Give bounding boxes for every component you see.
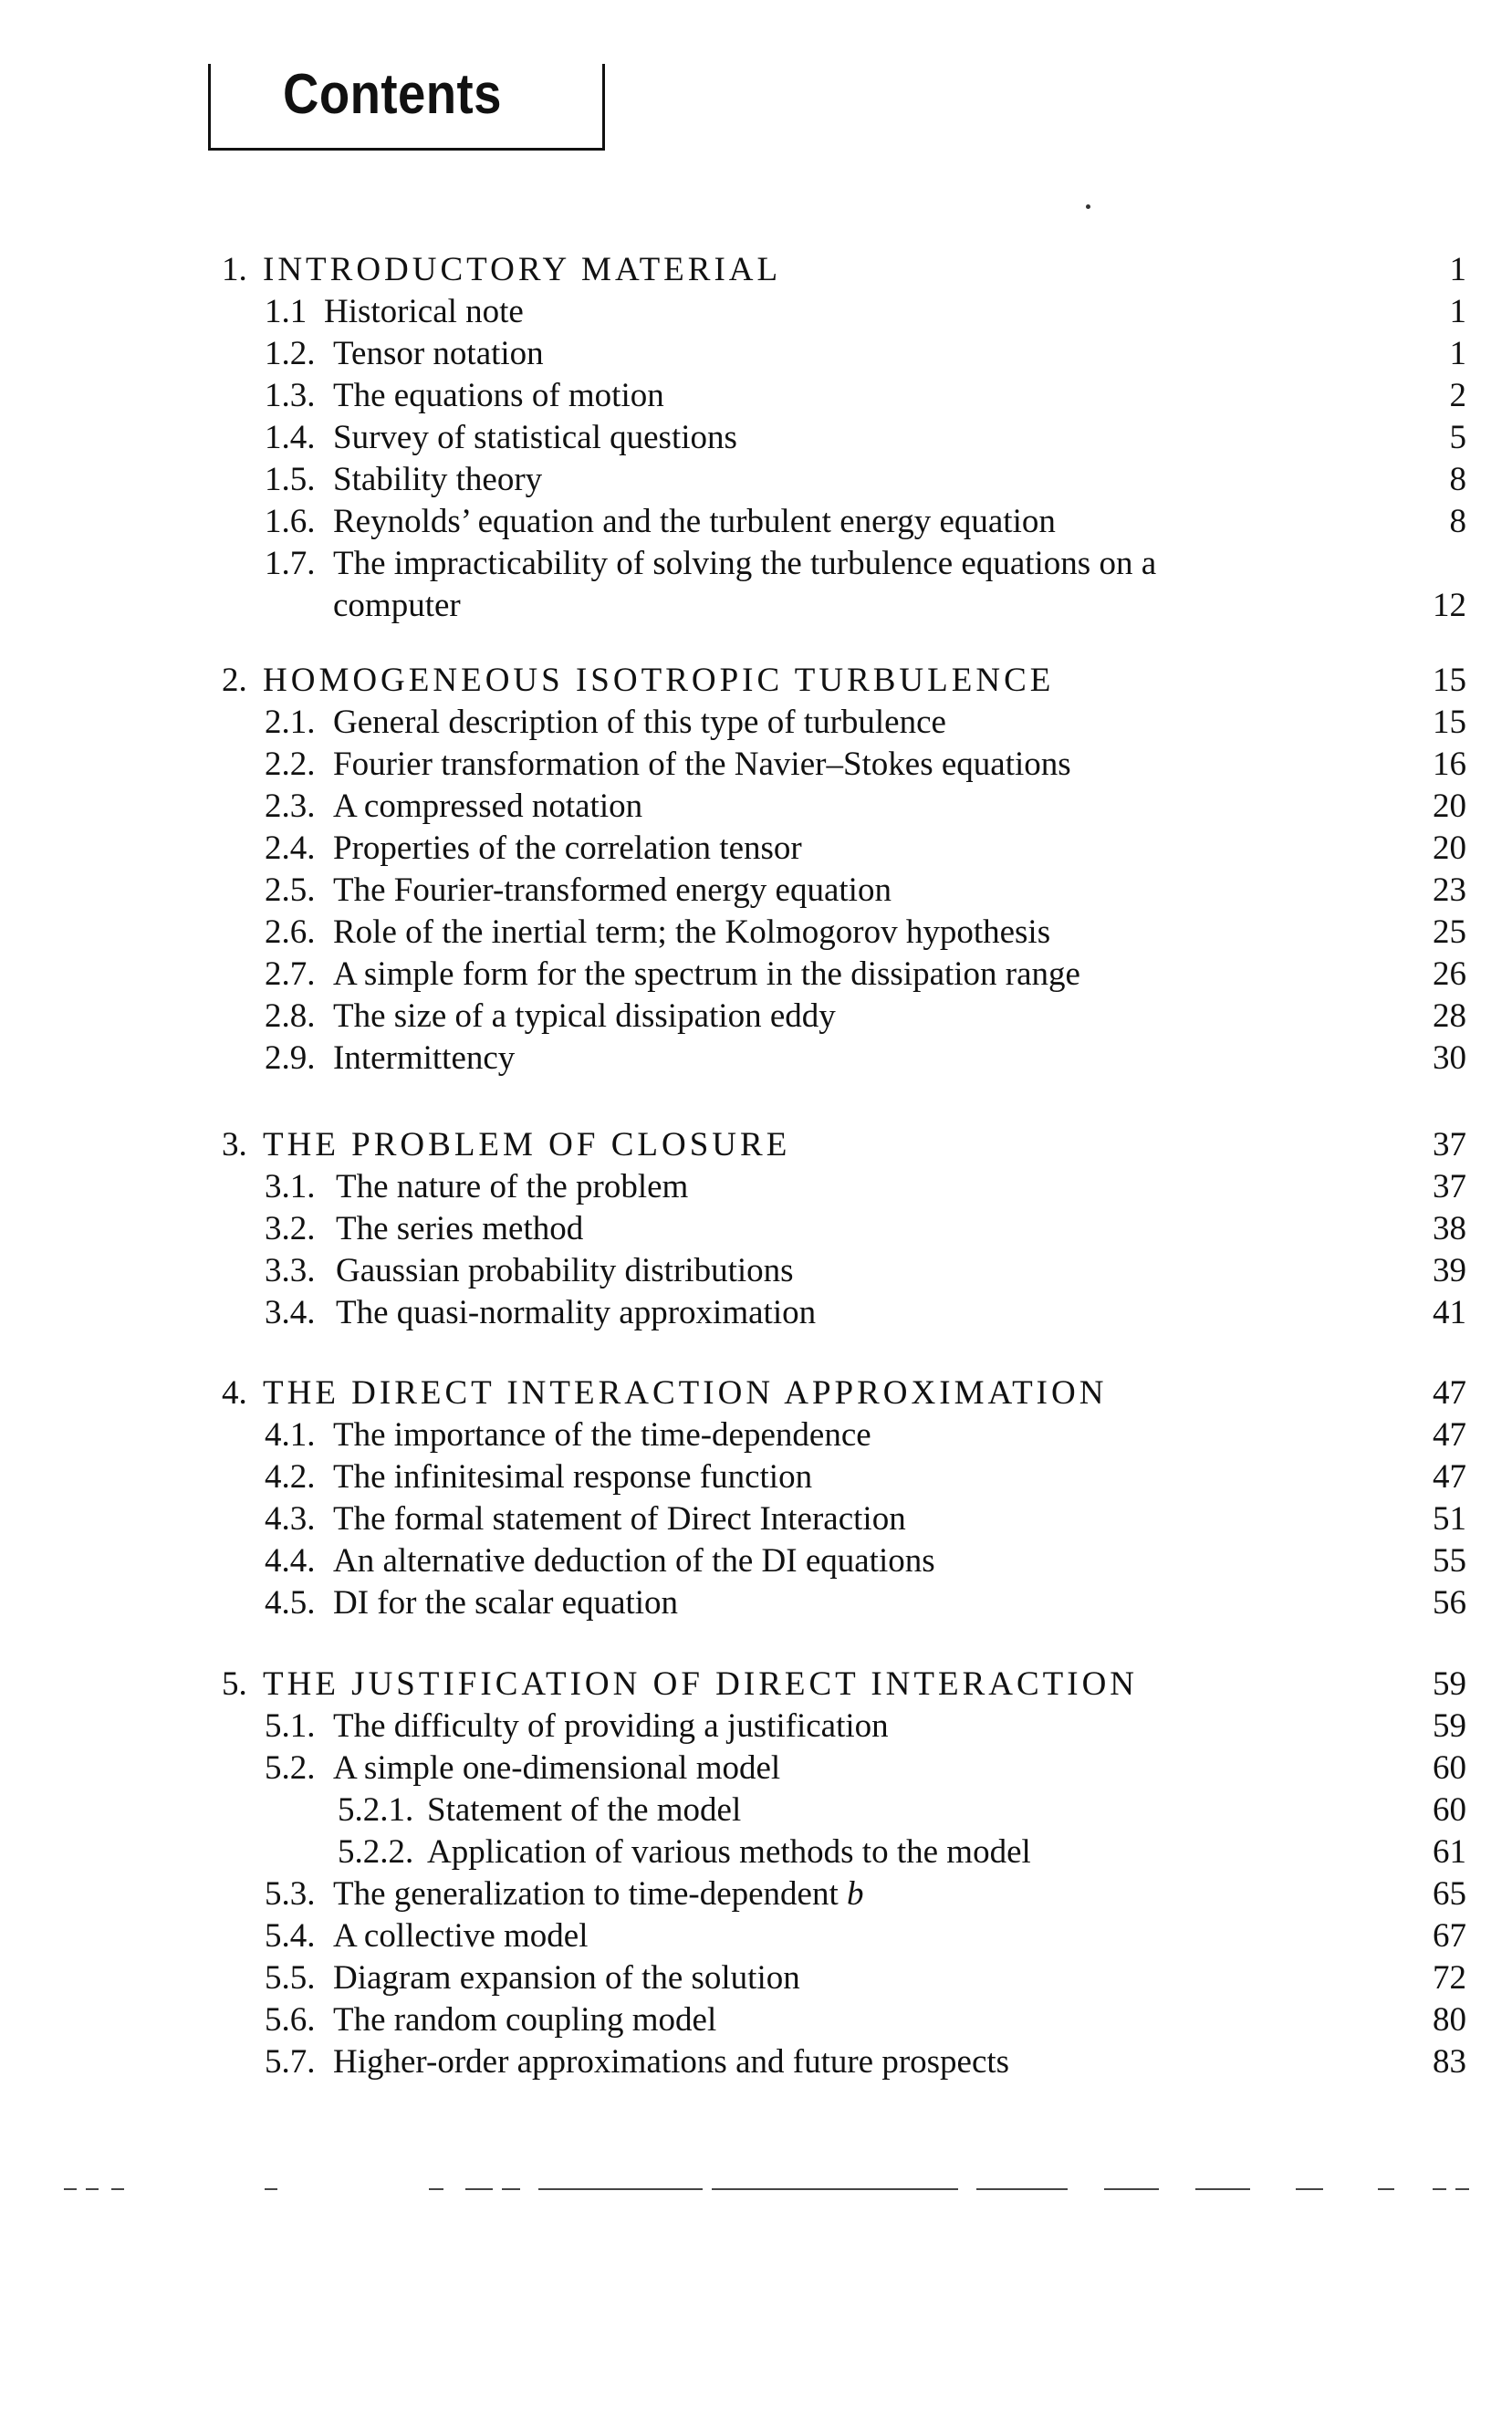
page-number: 26 (1433, 955, 1466, 993)
section-entry[interactable] (0, 1208, 1512, 1250)
section-entry[interactable] (0, 828, 1512, 870)
section-title: A simple one-dimensional model (333, 1749, 781, 1787)
section-number: 2.1. (265, 704, 316, 741)
section-number: 4.5. (265, 1584, 316, 1622)
section-title: Diagram expansion of the solution (333, 1959, 800, 1997)
page-number: 80 (1433, 2001, 1466, 2039)
section-entry[interactable] (0, 996, 1512, 1038)
section-title-continuation: computer (333, 587, 461, 624)
section-number: 2.7. (265, 955, 316, 993)
section-entry[interactable] (0, 333, 1512, 375)
section-number: 3.1. (265, 1168, 316, 1205)
section-title: The quasi-normality approximation (336, 1294, 817, 1331)
section-entry[interactable] (0, 1540, 1512, 1582)
section-number: 1.2. (265, 335, 316, 372)
variable-symbol: b (847, 1875, 864, 1913)
page-number: 2 (1449, 377, 1466, 414)
section-number: 5.6. (265, 2001, 316, 2039)
page-number: 12 (1433, 587, 1466, 624)
section-entry[interactable] (0, 459, 1512, 501)
section-number: 1.1 (265, 293, 308, 330)
section-title: The equations of motion (333, 377, 664, 414)
section-number: 2.5. (265, 871, 316, 909)
section-entry[interactable] (0, 954, 1512, 996)
section-title: The infinitesimal response function (333, 1458, 813, 1496)
page-number: 15 (1433, 704, 1466, 741)
subsection-number: 5.2.2. (338, 1833, 414, 1871)
page-number: 25 (1433, 913, 1466, 951)
page-number: 41 (1433, 1294, 1466, 1331)
section-entry[interactable] (0, 2041, 1512, 2083)
section-entry[interactable] (0, 1414, 1512, 1456)
chapter-5[interactable] (0, 1664, 1512, 1706)
page-number: 20 (1433, 829, 1466, 867)
section-entry[interactable] (0, 1498, 1512, 1540)
section-title: Intermittency (333, 1039, 516, 1077)
section-title: Gaussian probability distributions (336, 1252, 794, 1289)
page-number: 60 (1433, 1749, 1466, 1787)
section-title: The size of a typical dissipation eddy (333, 997, 836, 1035)
footer-scan-dashes (64, 2186, 1469, 2192)
chapter-number: 2. (222, 662, 247, 699)
section-number: 2.6. (265, 913, 316, 951)
page-number: 55 (1433, 1542, 1466, 1580)
page-number: 1 (1449, 251, 1466, 288)
chapter-3[interactable] (0, 1124, 1512, 1166)
section-title: A collective model (333, 1917, 589, 1955)
section-title: The importance of the time-dependence (333, 1416, 871, 1454)
section-title (333, 1873, 864, 1915)
section-number: 2.9. (265, 1039, 316, 1077)
section-title: The series method (336, 1210, 584, 1247)
page-number: 30 (1433, 1039, 1466, 1077)
section-entry[interactable] (0, 744, 1512, 786)
section-entry[interactable] (0, 1038, 1512, 1080)
section-number: 5.3. (265, 1875, 316, 1913)
section-title: Higher-order approximations and future prospects (333, 2043, 1010, 2081)
subsection-number: 5.2.1. (338, 1791, 414, 1829)
section-number: 2.3. (265, 788, 316, 825)
section-title: The Fourier-transformed energy equation (333, 871, 892, 909)
section-number: 1.3. (265, 377, 316, 414)
section-title: Historical note (324, 293, 524, 330)
section-entry[interactable] (0, 1915, 1512, 1957)
section-title: The impracticability of solving the turbulence equations on a (333, 545, 1157, 582)
section-entry[interactable] (0, 501, 1512, 543)
section-number: 5.5. (265, 1959, 316, 1997)
page-number: 65 (1433, 1875, 1466, 1913)
chapter-number: 4. (222, 1374, 247, 1412)
section-entry[interactable] (0, 543, 1512, 585)
section-title: Tensor notation (333, 335, 544, 372)
section-entry[interactable] (0, 786, 1512, 828)
section-number: 5.1. (265, 1707, 316, 1745)
section-entry[interactable] (0, 1748, 1512, 1789)
section-entry[interactable] (0, 1456, 1512, 1498)
page-number: 47 (1433, 1416, 1466, 1454)
chapter-1[interactable] (0, 249, 1512, 291)
page-number: 67 (1433, 1917, 1466, 1955)
page-number: 20 (1433, 788, 1466, 825)
page-number: 60 (1433, 1791, 1466, 1829)
subsection-entry[interactable] (0, 1789, 1512, 1831)
page-number: 23 (1433, 871, 1466, 909)
subsection-title: Statement of the model (427, 1791, 742, 1829)
section-number: 5.4. (265, 1917, 316, 1955)
section-number: 4.3. (265, 1500, 316, 1538)
section-entry[interactable] (0, 1999, 1512, 2041)
chapter-title: THE DIRECT INTERACTION APPROXIMATION (263, 1374, 1108, 1412)
page-number: 16 (1433, 746, 1466, 783)
section-title-text: The generalization to time-dependent (333, 1875, 839, 1913)
section-title: Properties of the correlation tensor (333, 829, 802, 867)
section-entry[interactable] (0, 1873, 1512, 1915)
page-number: 47 (1433, 1374, 1466, 1412)
section-entry[interactable] (0, 870, 1512, 912)
section-number: 4.4. (265, 1542, 316, 1580)
page-number: 51 (1433, 1500, 1466, 1538)
section-title: General description of this type of turbulence (333, 704, 946, 741)
section-title: A compressed notation (333, 788, 643, 825)
section-entry[interactable] (0, 375, 1512, 417)
section-title: The difficulty of providing a justification (333, 1707, 889, 1745)
section-title: The random coupling model (333, 2001, 717, 2039)
page-number: 37 (1433, 1126, 1466, 1163)
section-title: Reynolds’ equation and the turbulent energy equation (333, 503, 1056, 540)
page-number: 56 (1433, 1584, 1466, 1622)
section-entry[interactable] (0, 1706, 1512, 1748)
page-number: 59 (1433, 1665, 1466, 1703)
chapter-number: 1. (222, 251, 247, 288)
page-number: 5 (1449, 419, 1466, 456)
section-number: 1.4. (265, 419, 316, 456)
page-number: 1 (1449, 293, 1466, 330)
section-number: 1.7. (265, 545, 316, 582)
section-title: Fourier transformation of the Navier–Stokes equations (333, 746, 1071, 783)
section-entry[interactable] (0, 1582, 1512, 1624)
page-number: 72 (1433, 1959, 1466, 1997)
section-entry[interactable] (0, 1292, 1512, 1334)
section-number: 1.5. (265, 461, 316, 498)
chapter-2[interactable] (0, 660, 1512, 702)
section-title: DI for the scalar equation (333, 1584, 679, 1622)
chapter-title: INTRODUCTORY MATERIAL (263, 251, 782, 288)
print-speck (1086, 204, 1090, 209)
section-entry[interactable] (0, 912, 1512, 954)
section-title: A simple form for the spectrum in the dissipation range (333, 955, 1080, 993)
page-number: 28 (1433, 997, 1466, 1035)
section-title: Stability theory (333, 461, 543, 498)
chapter-title: THE JUSTIFICATION OF DIRECT INTERACTION (263, 1665, 1139, 1703)
page-number: 83 (1433, 2043, 1466, 2081)
page-number: 8 (1449, 503, 1466, 540)
section-number: 3.2. (265, 1210, 316, 1247)
page-number: 1 (1449, 335, 1466, 372)
section-number: 4.2. (265, 1458, 316, 1496)
section-number: 2.4. (265, 829, 316, 867)
section-number: 2.2. (265, 746, 316, 783)
page-number: 37 (1433, 1168, 1466, 1205)
section-number: 3.4. (265, 1294, 316, 1331)
section-title: An alternative deduction of the DI equations (333, 1542, 935, 1580)
section-number: 5.2. (265, 1749, 316, 1787)
section-title: The nature of the problem (336, 1168, 689, 1205)
page-number: 38 (1433, 1210, 1466, 1247)
section-number: 1.6. (265, 503, 316, 540)
section-entry[interactable] (0, 417, 1512, 459)
section-title: Survey of statistical questions (333, 419, 737, 456)
section-entry[interactable] (0, 1166, 1512, 1208)
section-entry[interactable] (0, 702, 1512, 744)
page-number: 61 (1433, 1833, 1466, 1871)
page-number: 47 (1433, 1458, 1466, 1496)
section-entry[interactable] (0, 1957, 1512, 1999)
chapter-4[interactable] (0, 1372, 1512, 1414)
chapter-number: 5. (222, 1665, 247, 1703)
page-number: 15 (1433, 662, 1466, 699)
chapter-title: THE PROBLEM OF CLOSURE (263, 1126, 791, 1163)
section-entry[interactable] (0, 291, 1512, 333)
chapter-number: 3. (222, 1126, 247, 1163)
section-title: The formal statement of Direct Interaction (333, 1500, 906, 1538)
page-number: 39 (1433, 1252, 1466, 1289)
section-entry[interactable] (0, 1250, 1512, 1292)
page-number: 8 (1449, 461, 1466, 498)
section-title: Role of the inertial term; the Kolmogorov hypothesis (333, 913, 1051, 951)
subsection-entry[interactable] (0, 1831, 1512, 1873)
section-number: 5.7. (265, 2043, 316, 2081)
section-entry-continuation[interactable] (0, 585, 1512, 627)
page-title: Contents (283, 63, 502, 126)
subsection-title: Application of various methods to the model (427, 1833, 1031, 1871)
chapter-title: HOMOGENEOUS ISOTROPIC TURBULENCE (263, 662, 1055, 699)
section-number: 3.3. (265, 1252, 316, 1289)
section-number: 4.1. (265, 1416, 316, 1454)
page-number: 59 (1433, 1707, 1466, 1745)
section-number: 2.8. (265, 997, 316, 1035)
